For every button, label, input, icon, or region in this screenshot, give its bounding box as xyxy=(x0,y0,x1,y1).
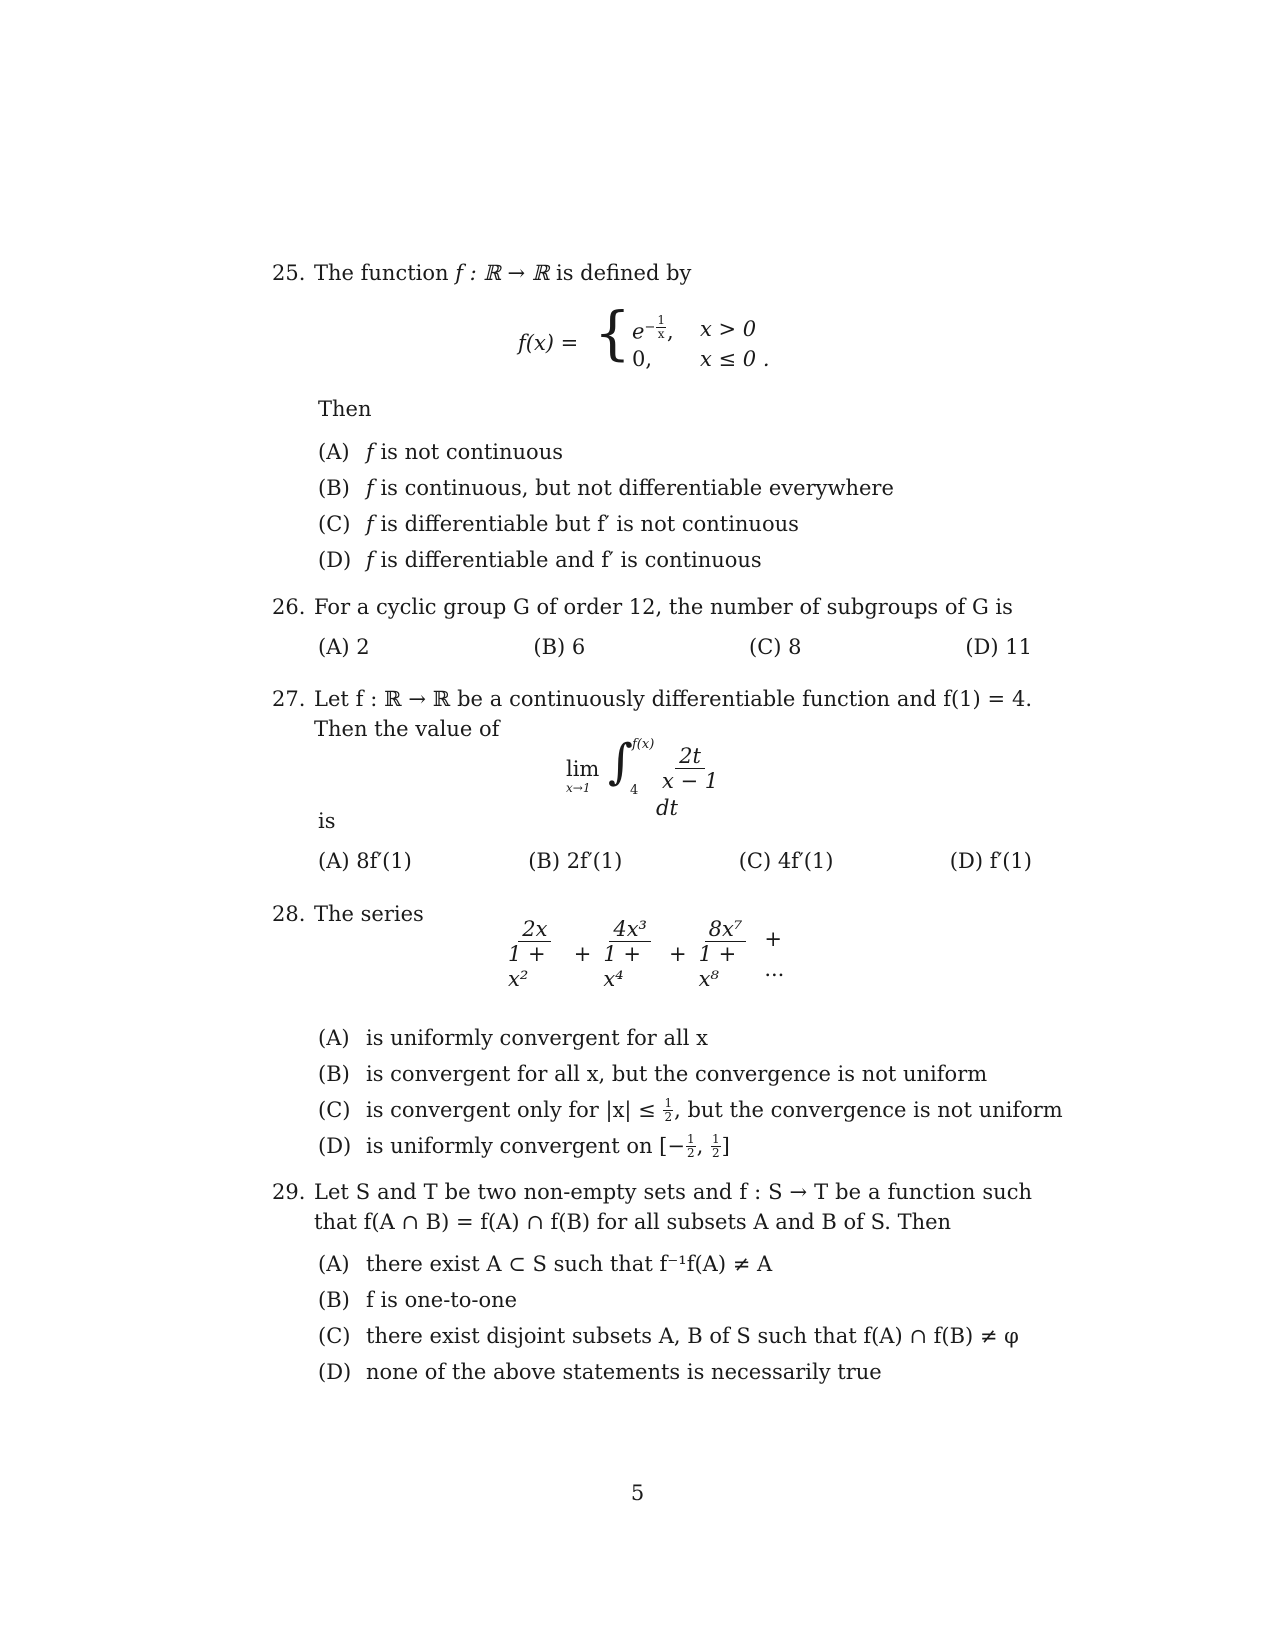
option-b[interactable]: (B) 2f′(1) xyxy=(528,849,623,873)
option-b[interactable]: (B) is convergent for all x, but the convergence is not uniform xyxy=(318,1061,988,1086)
case-1-value: $e^{- \frac{1}{x}}$ , xyxy=(632,313,674,344)
option-d[interactable]: (D) f is differentiable and f′ is continuous xyxy=(318,547,762,572)
question-number: 25. xyxy=(272,261,306,285)
option-d[interactable]: (D) none of the above statements is necessarily true xyxy=(318,1359,882,1384)
series-term-3: $\frac{\text{8x⁷}}{\text{1 + x⁸}}$ xyxy=(695,917,757,990)
question-number: 29. xyxy=(272,1180,306,1204)
integral-lower-limit: 4 xyxy=(630,783,639,798)
question-text: Then the value of xyxy=(314,717,500,742)
option-a[interactable]: (A) is uniformly convergent for all x xyxy=(318,1025,708,1050)
piecewise-definition xyxy=(518,299,778,374)
plus-sign: + xyxy=(573,941,592,966)
integral-upper-limit: f(x) xyxy=(632,737,655,752)
option-a[interactable]: (A) there exist A ⊂ S such that f⁻¹f(A) ≠ A xyxy=(318,1251,773,1276)
series-term-1: $\frac{2x}{\text{1 + x²}}$ xyxy=(504,917,566,990)
question-number: 28. xyxy=(272,902,306,926)
left-brace: { xyxy=(594,299,631,367)
option-d[interactable]: (D) f′(1) xyxy=(949,849,1032,873)
question-text: is defined by xyxy=(555,261,692,285)
question-26 xyxy=(272,592,1032,622)
integrand-fraction: $\frac{2t}{x - 1}$ xyxy=(662,744,719,794)
question-text: The function xyxy=(314,261,449,285)
plus-sign: + xyxy=(669,941,687,966)
lim-subscript: x→1 xyxy=(566,781,591,795)
question-25 xyxy=(272,258,1032,288)
option-c[interactable]: (C) f is differentiable but f′ is not continuous xyxy=(318,511,799,536)
function-lhs: f(x) = xyxy=(518,331,579,355)
option-c[interactable]: (C) 4f′(1) xyxy=(738,849,834,873)
lim-text: lim xyxy=(566,757,600,781)
option-d[interactable]: (D) 11 xyxy=(965,635,1032,659)
question-text: that f(A ∩ B) = f(A) ∩ f(B) for all subsets A and B of S. Then xyxy=(314,1210,952,1235)
question-number: 27. xyxy=(272,687,306,711)
option-d[interactable]: (D) is uniformly convergent on [− $\frac{1}{2}$ , $\frac{1}{2}$ ] xyxy=(318,1131,730,1160)
series-tail: + ... xyxy=(764,926,785,981)
case-2-value: 0, xyxy=(632,347,653,371)
question-text: The series xyxy=(314,902,424,926)
question-number: 26. xyxy=(272,595,306,619)
question-text: Let S and T be two non-empty sets and f : S → T be a function such xyxy=(314,1180,1032,1204)
case-1-condition: x > 0 xyxy=(700,317,757,341)
q26-options xyxy=(318,632,1032,662)
limit-integral-expression xyxy=(566,734,746,821)
is-text: is xyxy=(318,809,336,833)
question-29 xyxy=(272,1177,1032,1238)
option-a[interactable]: (A) 2 xyxy=(318,635,370,659)
q29-options xyxy=(318,1246,1019,1390)
page-number: 5 xyxy=(630,1481,645,1505)
option-c[interactable]: (C) is convergent only for |x| ≤ $\frac{1}{2}$ , but the convergence is not uniform xyxy=(318,1095,1063,1124)
series-term-2: $\frac{\text{4x³}}{\text{1 + x⁴}}$ xyxy=(599,917,661,990)
option-a[interactable]: (A) 8f′(1) xyxy=(318,849,412,873)
q27-options xyxy=(318,846,1032,876)
option-b[interactable]: (B) 6 xyxy=(533,635,586,659)
option-b[interactable]: (B) f is continuous, but not differentiable everywhere xyxy=(318,475,894,500)
dt: dt xyxy=(656,796,678,821)
question-text: Let f : ℝ → ℝ be a continuously differentiable function and f(1) = 4. xyxy=(314,687,1032,711)
option-c[interactable]: (C) 8 xyxy=(749,635,802,659)
math-expr: f : ℝ → ℝ xyxy=(455,261,550,285)
q28-options xyxy=(318,1020,1063,1164)
case-2-condition: x ≤ 0 . xyxy=(700,347,770,371)
option-b[interactable]: (B) f is one-to-one xyxy=(318,1287,518,1312)
question-text: For a cyclic group G of order 12, the number of subgroups of G is xyxy=(314,595,1013,619)
then-text: Then xyxy=(318,397,372,421)
option-c[interactable]: (C) there exist disjoint subsets A, B of S such that f(A) ∩ f(B) ≠ φ xyxy=(318,1323,1019,1348)
series-expression xyxy=(502,917,802,991)
integral-sign: ∫ xyxy=(608,734,634,790)
option-a[interactable]: (A) f is not continuous xyxy=(318,439,563,464)
q25-options xyxy=(318,434,894,578)
